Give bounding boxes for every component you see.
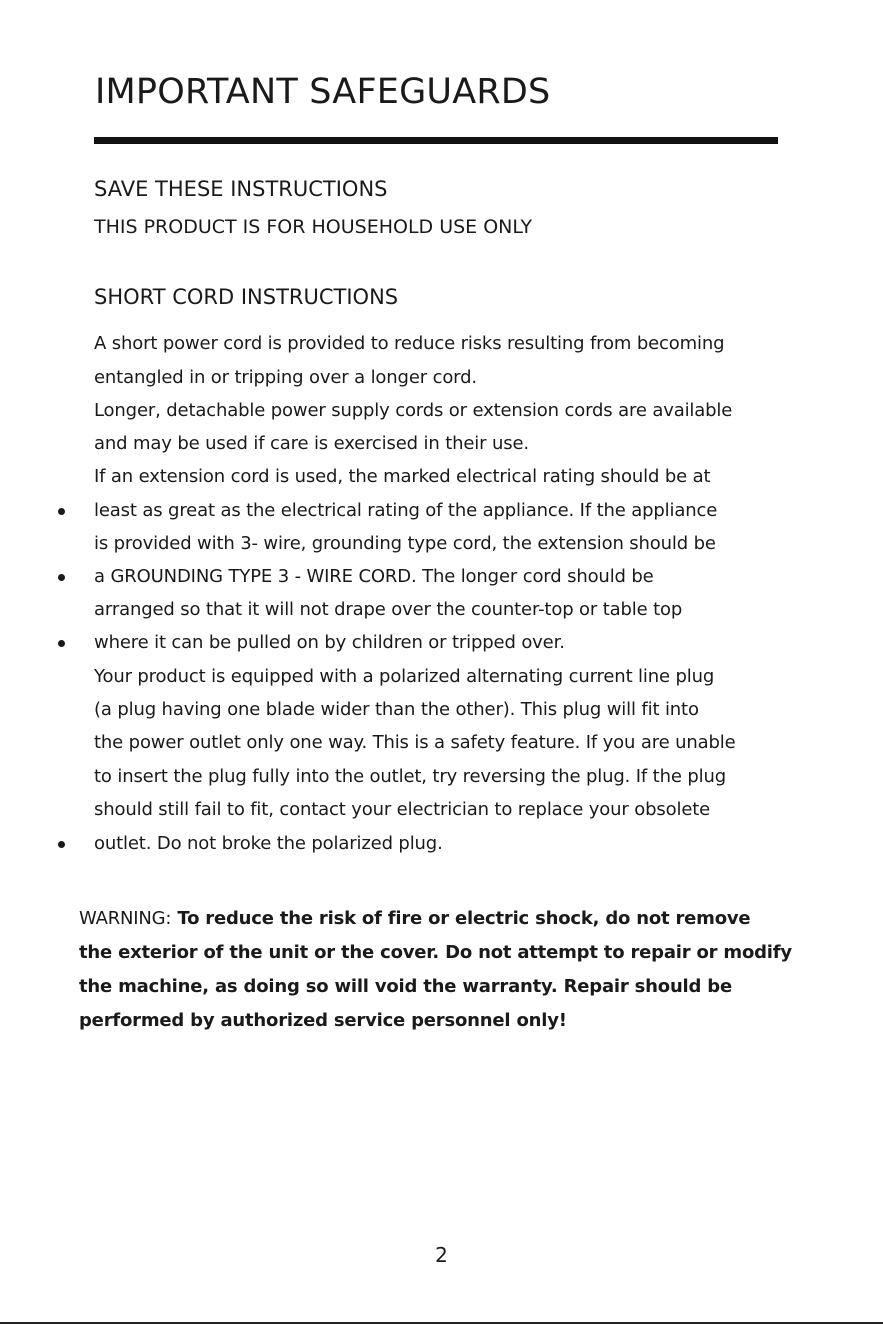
instruction-line: least as great as the electrical rating of the appliance. If the appliance [94,500,718,521]
instruction-line: the power outlet only one way. This is a safety feature. If you are unable [94,732,736,753]
instruction-line: to insert the plug fully into the outlet, try reversing the plug. If the plug [94,766,726,787]
warning-text: the machine, as doing so will void the warranty. Repair should be [79,976,732,997]
instruction-line: arranged so that it will not drape over the counter-top or table top [94,599,683,620]
instruction-line: should still fail to fit, contact your electrician to replace your obsolete [94,799,711,820]
instruction-line: is provided with 3- wire, grounding type cord, the extension should be [94,533,716,554]
bullet-icon [58,508,65,515]
warning-text: performed by authorized service personnel only! [79,1010,567,1031]
warning-text: the exterior of the unit or the cover. Do not attempt to repair or modify [79,942,792,963]
instruction-line: outlet. Do not broke the polarized plug. [94,833,443,854]
bullet-icon [58,640,65,647]
page-title: IMPORTANT SAFEGUARDS [95,72,551,112]
household-use-note: THIS PRODUCT IS FOR HOUSEHOLD USE ONLY [94,216,533,238]
instruction-line: and may be used if care is exercised in their use. [94,433,529,454]
short-cord-heading: SHORT CORD INSTRUCTIONS [94,285,399,309]
instruction-line: If an extension cord is used, the marked electrical rating should be at [94,466,711,487]
page-number: 2 [435,1243,448,1267]
instruction-line: Longer, detachable power supply cords or extension cords are available [94,400,733,421]
warning-text: To reduce the risk of fire or electric shock, do not remove [177,908,751,929]
instruction-line: A short power cord is provided to reduce risks resulting from becoming [94,333,725,354]
warning-label: WARNING: [79,908,172,929]
warning-notice [79,902,839,1038]
bullet-icon [58,841,65,848]
bullet-icon [58,574,65,581]
instruction-line: (a plug having one blade wider than the other). This plug will fit into [94,699,699,720]
instruction-line: Your product is equipped with a polarized alternating current line plug [94,666,715,687]
instruction-line: entangled in or tripping over a longer cord. [94,367,477,388]
title-divider [94,137,778,144]
instruction-line: a GROUNDING TYPE 3 - WIRE CORD. The longer cord should be [94,566,654,587]
save-instructions-heading: SAVE THESE INSTRUCTIONS [94,177,388,201]
instruction-line: where it can be pulled on by children or tripped over. [94,632,565,653]
